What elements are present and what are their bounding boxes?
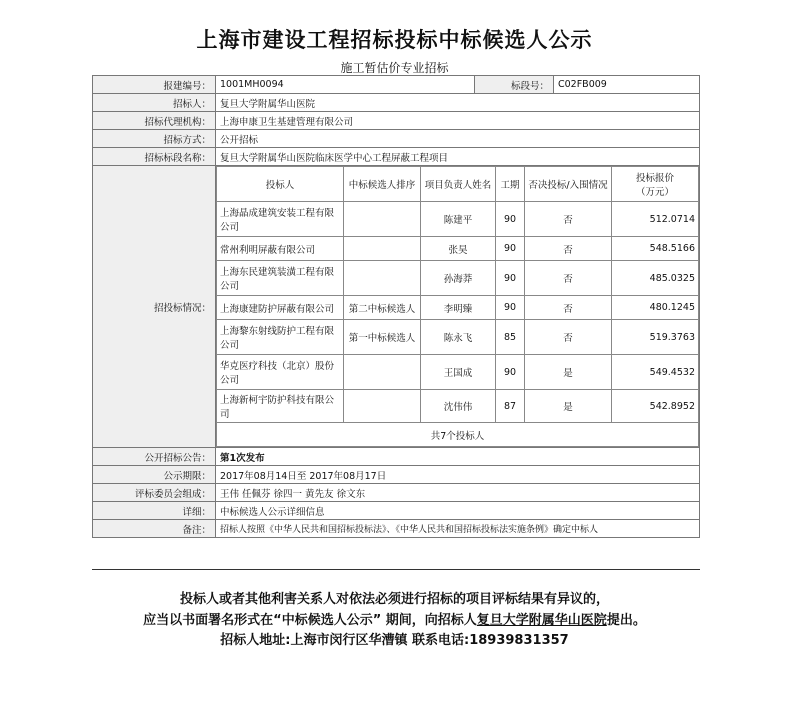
page-subtitle: 施工暂估价专业招标 xyxy=(340,61,449,75)
bid-situation-label: 招投标情况： xyxy=(93,166,216,448)
agency-label: 招标代理机构： xyxy=(93,112,216,130)
bidder-price: 519.3763 xyxy=(612,320,699,355)
committee-value: 王伟 任佩芬 徐四一 黄先友 徐文东 xyxy=(216,484,700,502)
bidder-manager: 王国成 xyxy=(421,355,496,390)
remarks-label: 备注： xyxy=(93,520,216,538)
period-value: 2017年08月14日至 2017年08月17日 xyxy=(216,466,700,484)
bidder-price: 549.4532 xyxy=(612,355,699,390)
committee-label: 评标委员会组成： xyxy=(93,484,216,502)
header-days: 工期 xyxy=(496,167,525,202)
page-title: 上海市建设工程招标投标中标候选人公示 xyxy=(196,28,593,52)
announcement-table xyxy=(92,75,700,538)
bidder-price: 485.0325 xyxy=(612,261,699,296)
bidder-manager: 陈永飞 xyxy=(421,320,496,355)
section-no-label: 标段号： xyxy=(475,76,554,94)
bidder-row xyxy=(217,355,699,390)
bidder-name: 上海东民建筑装潢工程有限公司 xyxy=(217,261,344,296)
agency-value: 上海申康卫生基建管理有限公司 xyxy=(216,112,700,130)
header-price xyxy=(612,167,699,202)
remarks-value: 招标人按照《中华人民共和国招标投标法》、《中华人民共和国招标投标法实施条例》确定中标人 xyxy=(216,520,700,538)
section-name-label: 招标标段名称： xyxy=(93,148,216,166)
bidders-table xyxy=(216,166,699,447)
bidder-rank xyxy=(344,261,421,296)
bidder-shortlist: 否 xyxy=(525,320,612,355)
method-value: 公开招标 xyxy=(216,130,700,148)
bidder-rank: 第二中标候选人 xyxy=(344,296,421,320)
detail-label: 详细： xyxy=(93,502,216,520)
header-manager: 项目负责人姓名 xyxy=(421,167,496,202)
header-shortlist: 否决投标/入围情况 xyxy=(525,167,612,202)
bidder-days: 90 xyxy=(496,296,525,320)
bid-situation-cell xyxy=(216,166,700,448)
bidder-manager: 陈建平 xyxy=(421,202,496,237)
bidder-rank xyxy=(344,202,421,237)
bidder-manager: 张昊 xyxy=(421,237,496,261)
bidder-name: 上海新柯宇防护科技有限公司 xyxy=(217,390,344,423)
detail-link[interactable]: 中标候选人公示详细信息 xyxy=(216,502,700,520)
bidder-name: 华克医疗科技（北京）股份公司 xyxy=(217,355,344,390)
bidder-row xyxy=(217,390,699,423)
footer-line-2 xyxy=(0,609,789,628)
bidders-header-row xyxy=(217,167,699,202)
bidder-days: 90 xyxy=(496,237,525,261)
bidder-row xyxy=(217,202,699,237)
header-price-unit: （万元） xyxy=(635,187,674,198)
bidder-price: 512.0714 xyxy=(612,202,699,237)
bidder-shortlist: 否 xyxy=(525,296,612,320)
footer-line-2-suffix: 提出。 xyxy=(606,613,646,628)
bidder-days: 90 xyxy=(496,202,525,237)
tenderer-label: 招标人： xyxy=(93,94,216,112)
bidder-row xyxy=(217,320,699,355)
bidder-name: 上海康建防护屏蔽有限公司 xyxy=(217,296,344,320)
bidder-rank xyxy=(344,355,421,390)
bidder-shortlist: 否 xyxy=(525,261,612,296)
method-label: 招标方式： xyxy=(93,130,216,148)
bidder-price: 548.5166 xyxy=(612,237,699,261)
bidder-rank: 第一中标候选人 xyxy=(344,320,421,355)
bidder-row xyxy=(217,237,699,261)
footer-line-2-prefix: 应当以书面署名形式在“中标候选人公示” 期间，向招标人 xyxy=(143,613,477,628)
bidder-days: 85 xyxy=(496,320,525,355)
section-no-value: C02FB009 xyxy=(554,76,700,94)
announce-value: 第1次发布 xyxy=(216,448,700,466)
bidder-shortlist: 是 xyxy=(525,390,612,423)
project-no-label: 报建编号： xyxy=(93,76,216,94)
bidder-manager: 李明臻 xyxy=(421,296,496,320)
announce-label: 公开招标公告： xyxy=(93,448,216,466)
bidder-price: 542.8952 xyxy=(612,390,699,423)
bidder-rank xyxy=(344,390,421,423)
bidder-days: 90 xyxy=(496,355,525,390)
footer-line-3: 招标人地址:上海市闵行区华漕镇 联系电话:18939831357 xyxy=(220,633,569,648)
bidder-name: 常州利明屏蔽有限公司 xyxy=(217,237,344,261)
divider xyxy=(92,569,700,570)
bidder-shortlist: 否 xyxy=(525,202,612,237)
bidder-manager: 孙海莽 xyxy=(421,261,496,296)
period-label: 公示期限： xyxy=(93,466,216,484)
header-price-label: 投标报价 xyxy=(635,173,674,184)
footer-line-1: 投标人或者其他利害关系人对依法必须进行招标的项目评标结果有异议的， xyxy=(179,592,609,607)
tenderer-value: 复旦大学附属华山医院 xyxy=(216,94,700,112)
section-name-value: 复旦大学附属华山医院临床医学中心工程屏蔽工程项目 xyxy=(216,148,700,166)
bidder-days: 87 xyxy=(496,390,525,423)
bidders-total-row xyxy=(217,423,699,447)
project-no-value: 1001MH0094 xyxy=(216,76,475,94)
bidder-rank xyxy=(344,237,421,261)
header-rank: 中标候选人排序 xyxy=(344,167,421,202)
bidder-price: 480.1245 xyxy=(612,296,699,320)
bidder-days: 90 xyxy=(496,261,525,296)
bidder-manager: 沈伟伟 xyxy=(421,390,496,423)
header-bidder: 投标人 xyxy=(217,167,344,202)
bidder-name: 上海晶成建筑安装工程有限公司 xyxy=(217,202,344,237)
footer-tenderer-name: 复旦大学附属华山医院 xyxy=(476,613,607,628)
bidder-name: 上海黎东射线防护工程有限公司 xyxy=(217,320,344,355)
bidder-row xyxy=(217,261,699,296)
bidder-shortlist: 是 xyxy=(525,355,612,390)
bidders-total: 共7个投标人 xyxy=(217,423,699,447)
bidder-shortlist: 否 xyxy=(525,237,612,261)
bidder-row xyxy=(217,296,699,320)
